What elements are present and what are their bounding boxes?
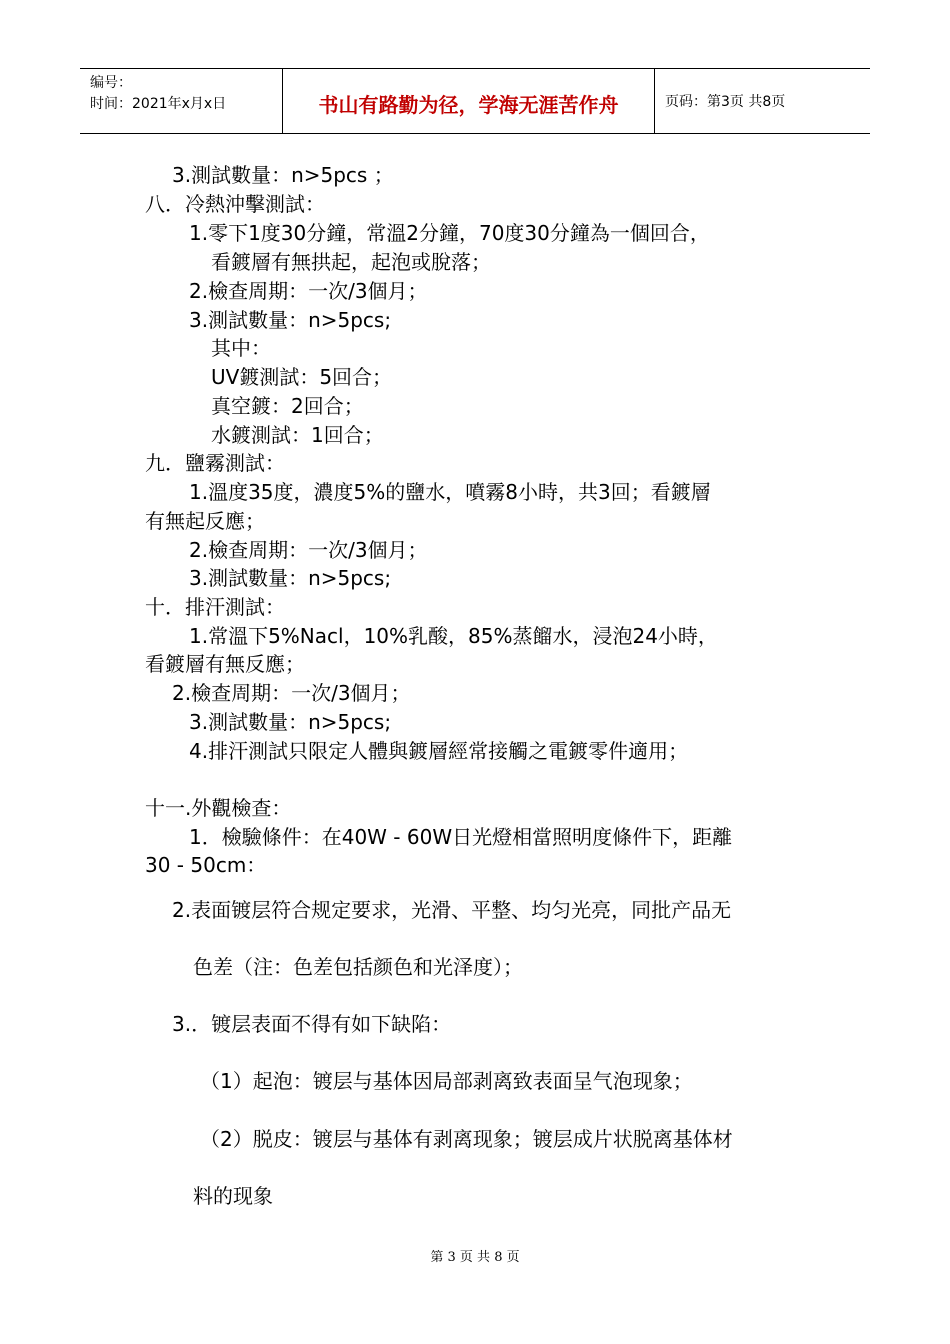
body-line: 水鍍測試：1回合； — [211, 423, 384, 447]
body-line: 真空鍍：2回合； — [211, 394, 364, 418]
body-line: 3.測試數量：n>5pcs; — [189, 566, 392, 590]
body-line: 1．檢驗條件：在40W - 60W日光燈相當照明度條件下，距離 — [189, 825, 733, 849]
body-line: 1.溫度35度，濃度5%的鹽水，噴霧8小時，共3回；看鍍層 — [189, 480, 711, 504]
body-line: 2.檢查周期：一次/3個月； — [189, 538, 428, 562]
body-line: 2.檢查周期：一次/3個月； — [189, 279, 428, 303]
body-line: 3.測試數量：n>5pcs ； — [172, 163, 394, 187]
section-heading: 九．鹽霧測試： — [145, 451, 285, 475]
body-line: 2.表面镀层符合规定要求，光滑、平整、均匀光亮，同批产品无 — [172, 898, 732, 922]
body-line: 其中： — [211, 336, 271, 360]
header-page-info: 页码：第3页 共8页 — [665, 94, 786, 110]
body-line: 3.測試數量：n>5pcs; — [189, 308, 392, 332]
body-line: 1.常溫下5%Nacl，10%乳酸，85%蒸餾水，浸泡24小時， — [189, 624, 718, 648]
body-line: 看鍍層有無反應； — [145, 652, 305, 676]
document-date-label: 时间：2021年x月x日 — [90, 96, 227, 112]
header-motto: 书山有路勤为径，学海无涯苦作舟 — [282, 69, 655, 133]
body-line: 看鍍層有無拱起，起泡或脫落； — [211, 250, 491, 274]
body-line: 色差（注：色差包括颜色和光泽度）； — [193, 955, 523, 979]
body-line: 料的现象 — [193, 1184, 273, 1208]
body-line: 3.測試數量：n>5pcs; — [189, 710, 392, 734]
body-line: 30 - 50cm： — [145, 853, 267, 877]
body-line: 有無起反應； — [145, 509, 265, 533]
body-line: 3.．镀层表面不得有如下缺陷： — [172, 1012, 452, 1036]
body-line: 4.排汗測試只限定人體與鍍層經常接觸之電鍍零件適用； — [189, 739, 689, 763]
section-heading: 十．排汗測試： — [145, 595, 285, 619]
body-line: （2）脱皮：镀层与基体有剥离现象；镀层成片状脱离基体材 — [200, 1127, 733, 1151]
page-header — [80, 68, 870, 134]
section-heading: 十一.外觀檢查： — [145, 796, 292, 820]
body-line: （1）起泡：镀层与基体因局部剥离致表面呈气泡现象； — [200, 1069, 693, 1093]
document-number-label: 编号： — [90, 75, 132, 91]
body-line: 2.檢查周期：一次/3個月； — [172, 681, 411, 705]
body-line: UV鍍測試：5回合； — [211, 365, 393, 389]
header-info — [80, 69, 282, 133]
page-footer: 第 3 页 共 8 页 — [430, 1250, 520, 1265]
section-heading: 八．冷熱沖擊測試： — [145, 192, 325, 216]
body-line: 1.零下1度30分鐘，常溫2分鐘，70度30分鐘為一個回合， — [189, 221, 710, 245]
